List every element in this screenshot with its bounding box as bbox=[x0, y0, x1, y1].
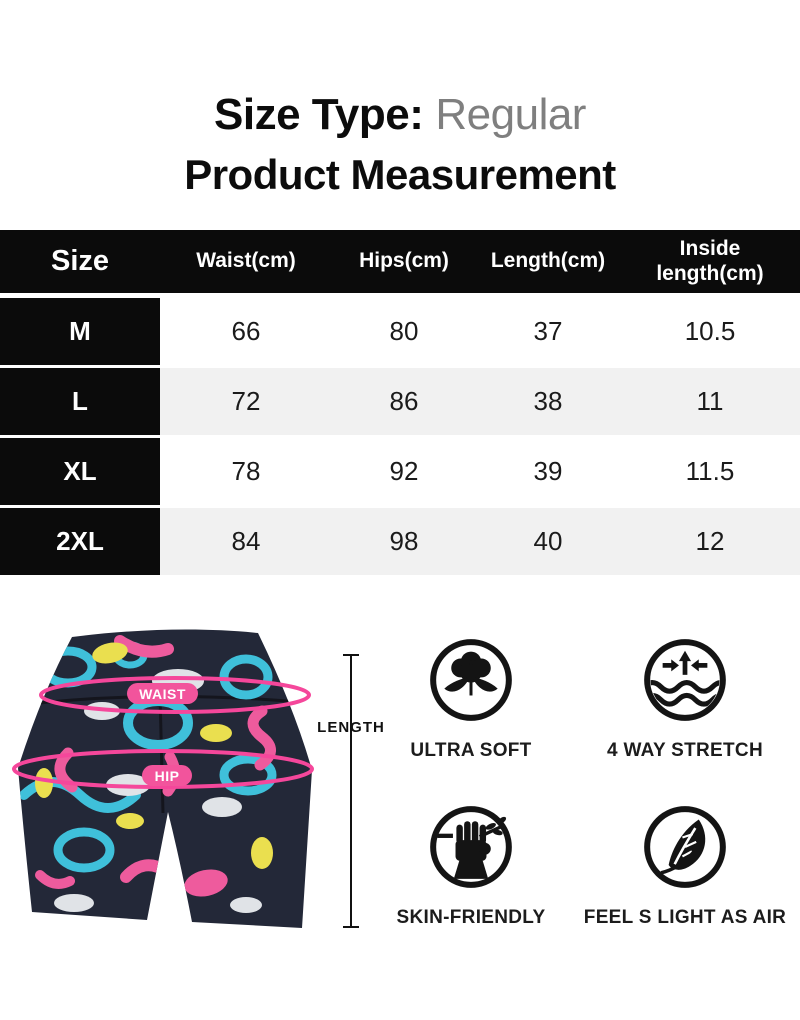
feature-label: ULTRA SOFT bbox=[410, 740, 532, 761]
waist-tag: WAIST bbox=[127, 683, 198, 704]
size-type-heading bbox=[0, 90, 800, 140]
header-size: Size bbox=[50, 245, 110, 277]
feather-icon bbox=[642, 804, 728, 890]
size-cell: L bbox=[0, 368, 160, 435]
length-tag: LENGTH bbox=[317, 719, 385, 736]
table-row bbox=[0, 298, 800, 365]
feature-label: FEEL S LIGHT AS AIR bbox=[583, 907, 787, 928]
length-value: 40 bbox=[533, 526, 563, 556]
fist-icon bbox=[428, 804, 514, 890]
hips-value: 98 bbox=[389, 526, 419, 556]
header-hips: Hips(cm) bbox=[359, 249, 449, 273]
length-measure-line bbox=[343, 655, 359, 927]
inside-length-value: 11 bbox=[696, 386, 724, 416]
header-length: Length(cm) bbox=[490, 249, 606, 273]
feature-skin-friendly bbox=[381, 804, 561, 929]
waist-value: 66 bbox=[231, 316, 261, 346]
table-row bbox=[0, 508, 800, 575]
feature-ultra-soft bbox=[381, 637, 561, 762]
size-cell: XL bbox=[0, 438, 160, 505]
inside-length-value: 10.5 bbox=[684, 316, 736, 346]
cotton-icon bbox=[428, 637, 514, 723]
stretch-icon bbox=[642, 637, 728, 723]
table-header-row bbox=[0, 230, 800, 293]
feature-light-as-air bbox=[577, 804, 793, 929]
feature-label: 4 WAY STRETCH bbox=[607, 740, 763, 761]
hip-tag: HIP bbox=[142, 765, 192, 786]
length-value: 37 bbox=[533, 316, 563, 346]
table-row bbox=[0, 438, 800, 505]
length-value: 38 bbox=[533, 386, 563, 416]
hips-value: 92 bbox=[389, 456, 419, 486]
size-type-value: Regular bbox=[435, 90, 586, 139]
inside-length-value: 11.5 bbox=[685, 456, 735, 486]
header-waist: Waist(cm) bbox=[196, 249, 296, 273]
waist-value: 72 bbox=[231, 386, 261, 416]
waist-value: 78 bbox=[231, 456, 261, 486]
waist-value: 84 bbox=[231, 526, 261, 556]
inside-length-value: 12 bbox=[695, 526, 725, 556]
size-cell: M bbox=[0, 298, 160, 365]
length-value: 39 bbox=[533, 456, 563, 486]
size-table bbox=[0, 230, 800, 575]
hips-value: 80 bbox=[389, 316, 419, 346]
size-type-label: Size Type: bbox=[214, 90, 424, 139]
hips-value: 86 bbox=[389, 386, 419, 416]
table-row bbox=[0, 368, 800, 435]
header-inside-length: Inside length(cm) bbox=[656, 236, 764, 285]
feature-label: SKIN-FRIENDLY bbox=[396, 907, 546, 928]
page-title: Product Measurement bbox=[184, 151, 616, 198]
size-cell: 2XL bbox=[0, 508, 160, 575]
feature-4-way-stretch bbox=[577, 637, 793, 762]
